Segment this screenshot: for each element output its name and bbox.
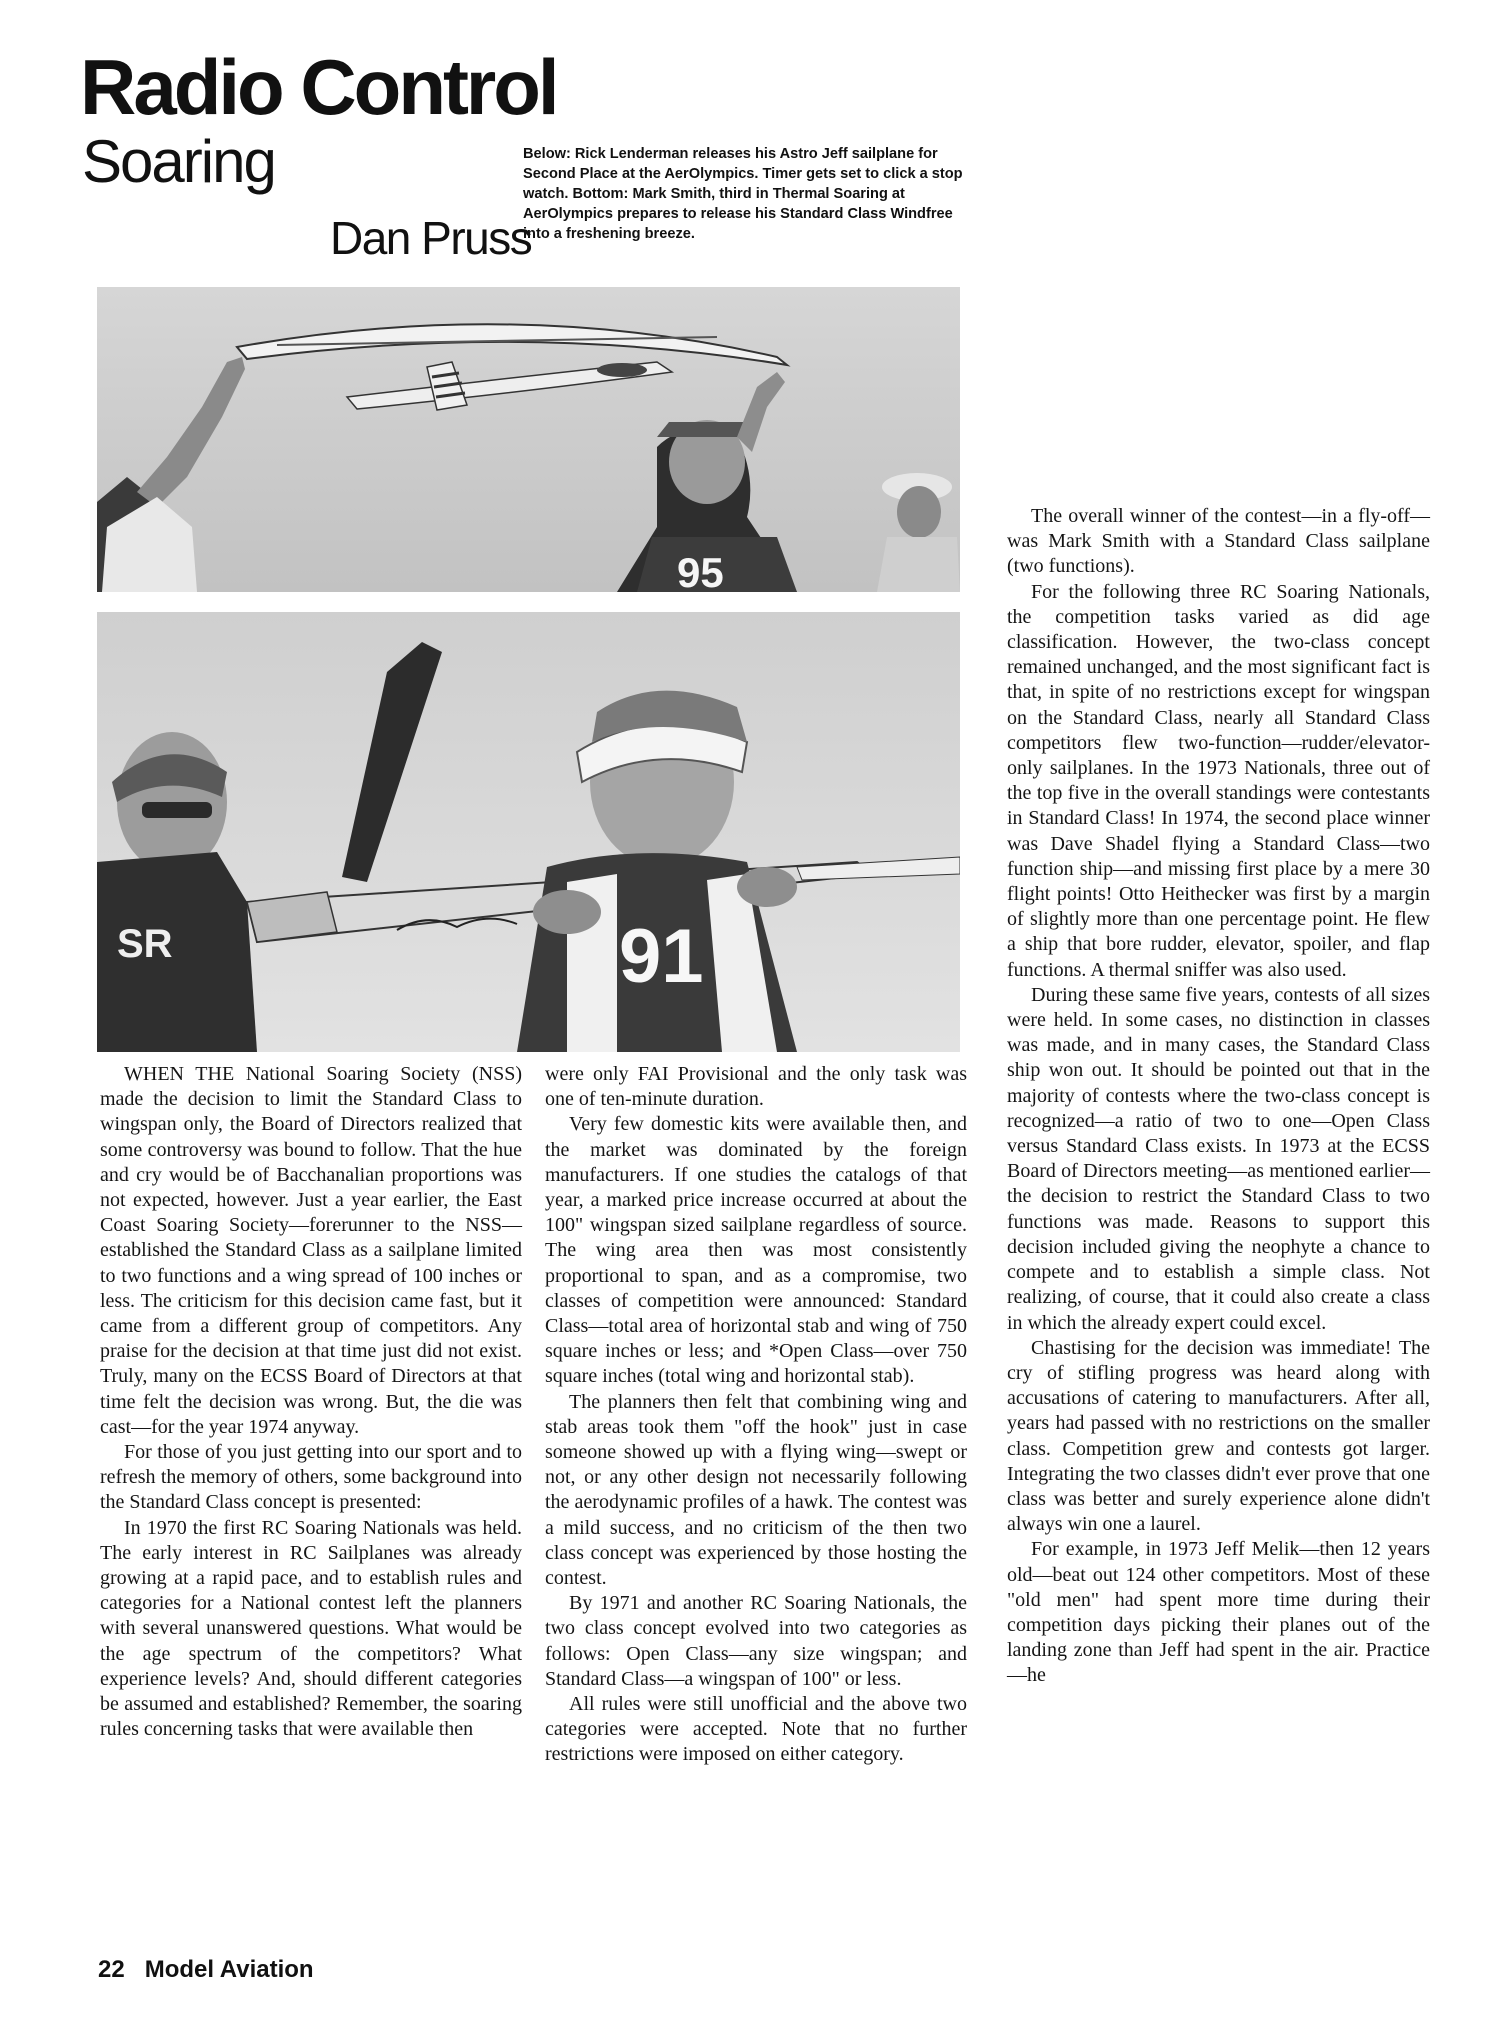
page-number: 22 <box>98 1956 125 1983</box>
article-paragraph: For example, in 1973 Jeff Melik—then 12 years old—beat out 124 other competitors. Most of these "old men" had spent more time during their competition days picking their planes out of the landing zone than Jeff had spent in the air. Practice—he <box>1007 1538 1430 1687</box>
article-paragraph: During these same five years, contests of all sizes were held. In some cases, no distinction in classes was made, and in many cases, the Standard Class ship won out. It should be pointed out that in the majority of contests where the two-class concept is recognized—a ratio of two to one—Open Class versus Standard Class exists. In 1973 at the ECSS Board of Directors meeting—as mentioned earlier—the decision to restrict the Standard Class to two functions was made. Reasons to support this decision included giving the neophyte a chance to compete and to establish a simple class. Not realizing, of course, that it could also create a class in which the already expert could excel. <box>1007 983 1430 1334</box>
photo-sailplane-launch <box>97 287 960 592</box>
article-subtitle: Soaring <box>82 128 275 195</box>
shirt-number-95: 95 <box>677 549 724 592</box>
article-paragraph: For the following three RC Soaring Nationals, the competition tasks varied as did age classification. However, the two-class concept remained unchanged, and the most significant fact is that, in spite of no restrictions except for wingspan on the Standard Class, nearly all Standard Class competitors flew two-function—rudder/elevator-only sailplanes. In the 1973 Nationals, three out of the top five in the overall standings were contestants in Standard Class! In 1974, the second place winner was Dave Shadel flying a Standard Class—two function ship—and missing first place by a mere 30 flight points! Otto Heithecker was first by a margin of slightly more than one percentage point. He flew a ship that bore rudder, elevator, spoiler, and flap functions. A thermal sniffer was also used. <box>1007 580 1430 981</box>
article-paragraph: In 1970 the first RC Soaring Nationals was held. The early interest in RC Sailplanes was already growing at a rapid pace, and to establish rules and categories for a National contest left the planners with several unanswered questions. What would be the age spectrum of the competitors? What experience levels? And, should different categories be assumed and established? Remember, the soaring rules concerning tasks that were available then <box>100 1516 522 1741</box>
article-paragraph: The overall winner of the contest—in a fly-off—was Mark Smith with a Standard Class sailplane (two functions). <box>1007 505 1430 578</box>
article-paragraph: Very few domestic kits were available then, and the market was dominated by the foreign manufacturers. If one studies the catalogs of that year, a marked price increase occurred at about the 100" wingspan sized sailplane regardless of source. The wing area then was most consistently proportional to span, and as a compromise, two classes of competition were announced: Standard Class—total area of horizontal stab and wing of 750 square inches or less; and *Open Class—over 750 square inches (total wing and horizontal stab). <box>545 1113 967 1388</box>
shirt-number-91: 91 <box>619 914 704 999</box>
article-paragraph: For those of you just getting into our sport and to refresh the memory of others, some background into the Standard Class concept is presented: <box>100 1441 522 1514</box>
shirt-badge-sr: SR <box>117 922 173 966</box>
article-paragraph: were only FAI Provisional and the only task was one of ten-minute duration. <box>545 1063 967 1111</box>
author-byline: Dan Pruss <box>330 212 532 264</box>
article-column-middle <box>545 1062 967 1768</box>
article-paragraph: By 1971 and another RC Soaring Nationals, the two class concept evolved into two categories as follows: Open Class—any size wingspan; and Standard Class—a wingspan of 100" or less. <box>545 1592 967 1690</box>
page-footer <box>98 1958 314 1982</box>
article-paragraph: All rules were still unofficial and the above two categories were accepted. Note that no further restrictions were imposed on either category. <box>545 1693 967 1766</box>
article-paragraph: The planners then felt that combining wing and stab areas took them "off the hook" just in case someone showed up with a flying wing—swept or not, or any other design not necessarily following the aerodynamic profiles of a hawk. The contest was a mild success, and no criticism of the then two class concept was experienced by those hosting the contest. <box>545 1390 967 1590</box>
photo-caption: Below: Rick Lenderman releases his Astro Jeff sailplane for Second Place at the AerOlympics. Timer gets set to click a stop watch. Bottom: Mark Smith, third in Thermal Soaring at AerOlympics prepares to release his Standard Class Windfree into a freshening breeze. <box>523 146 963 242</box>
article-column-right <box>1007 504 1430 1689</box>
publication-name: Model Aviation <box>144 1956 314 1983</box>
photo-sailplane-hand-launch <box>97 612 960 1052</box>
article-column-left <box>100 1062 522 1742</box>
article-paragraph: Chastising for the decision was immediate! The cry of stifling progress was heard along with accusations of catering to manufacturers. After all, years had passed with no restrictions on the smaller class. Competition grew and contests got larger. Integrating the two classes didn't ever prove that one class was better and surely experience alone didn't always win one a laurel. <box>1007 1336 1430 1536</box>
article-title: Radio Control <box>80 43 557 131</box>
article-paragraph: WHEN THE National Soaring Society (NSS) made the decision to limit the Standard Class to wingspan only, the Board of Directors realized that some controversy was bound to follow. That the hue and cry would be of Bacchanalian proportions was not expected, however. Just a year earlier, the East Coast Soaring Society—forerunner to the NSS—established the Standard Class as a sailplane limited to two functions and a wing spread of 100 inches or less. The criticism for this decision came fast, but it came from a different group of competitors. Any praise for the decision at that time just did not exist. Truly, many on the ECSS Board of Directors at that time felt the decision was wrong. But, the die was cast—for the year 1974 anyway. <box>100 1063 522 1438</box>
